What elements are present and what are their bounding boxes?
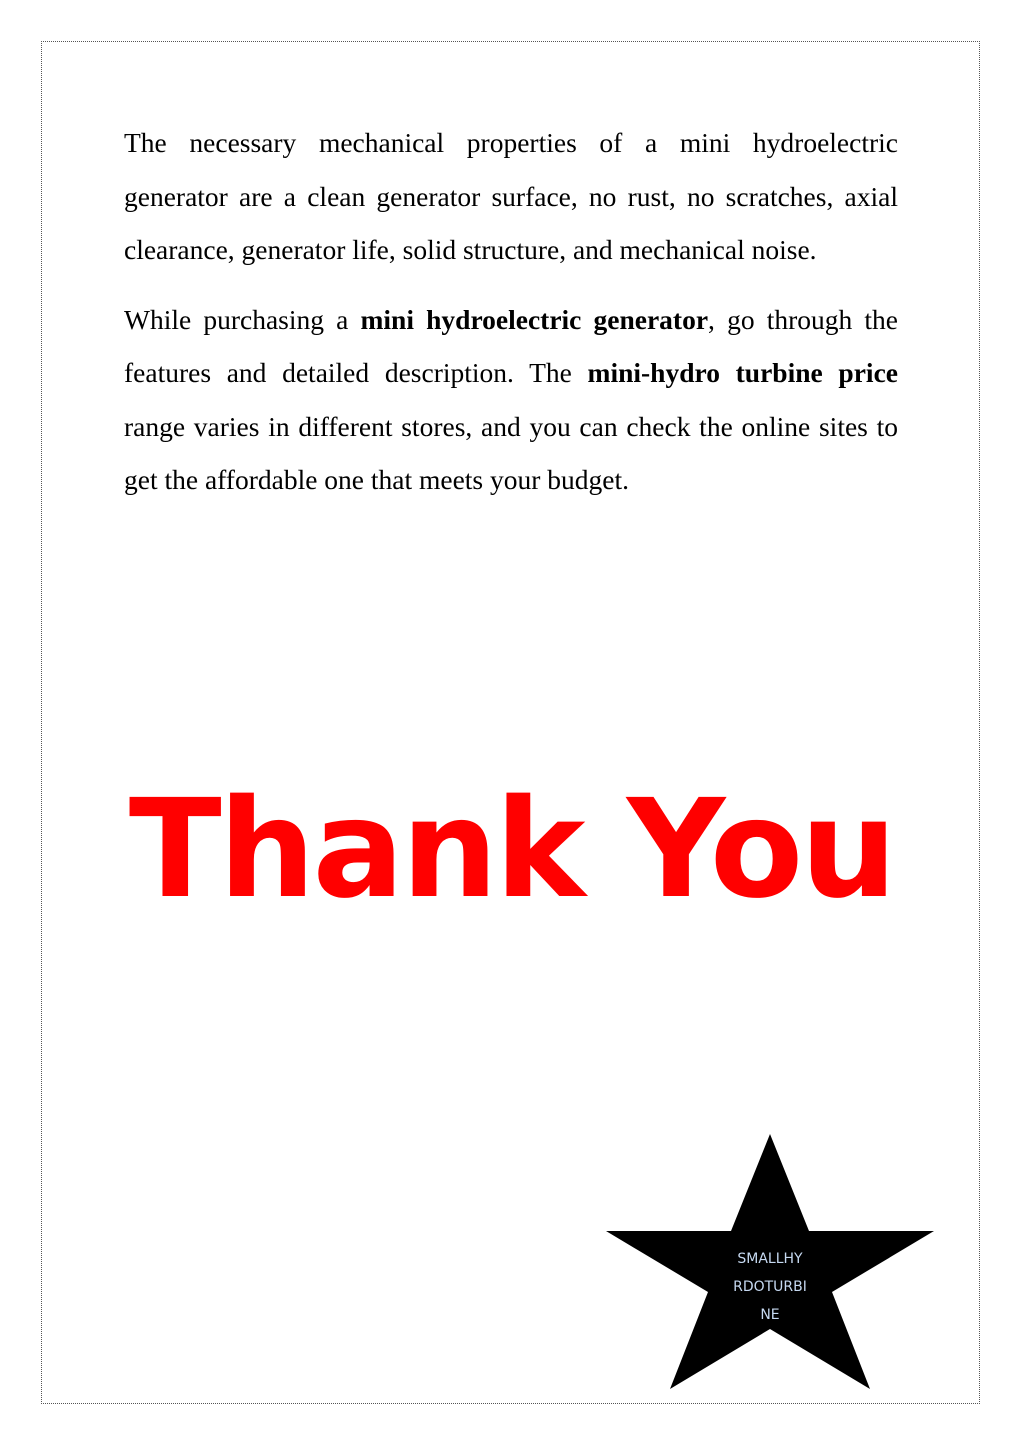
- star-badge-label: [712, 1245, 828, 1321]
- thank-you-heading: Thank You: [128, 771, 895, 929]
- paragraph-1-text: The necessary mechanical properties of a mini hydroelectric generator are a clean generator surface, no rust, no scratches, axial clearance, generator life, solid structure, and mechanical noise.: [124, 127, 898, 265]
- star-badge-line-2: RDOTURBI: [733, 1279, 807, 1295]
- document-body: [124, 116, 898, 507]
- paragraph-2-part-2: , go through the features and detailed description. The: [124, 303, 898, 388]
- paragraph-2-part-3: range varies in different stores, and you can check the online sites to get the affordable one that meets your budget.: [124, 410, 898, 495]
- keyword-mini-hydroelectric-generator: mini hydroelectric generator: [360, 303, 709, 335]
- star-badge-line-1: SMALLHY: [737, 1251, 803, 1267]
- paragraph-purchasing: [124, 293, 898, 507]
- paragraph-mechanical-properties: [124, 116, 898, 277]
- star-badge-line-3: NE: [760, 1307, 780, 1321]
- paragraph-2-part-1: While purchasing a: [124, 303, 361, 335]
- keyword-mini-hydro-turbine-price: mini-hydro turbine price: [587, 357, 898, 388]
